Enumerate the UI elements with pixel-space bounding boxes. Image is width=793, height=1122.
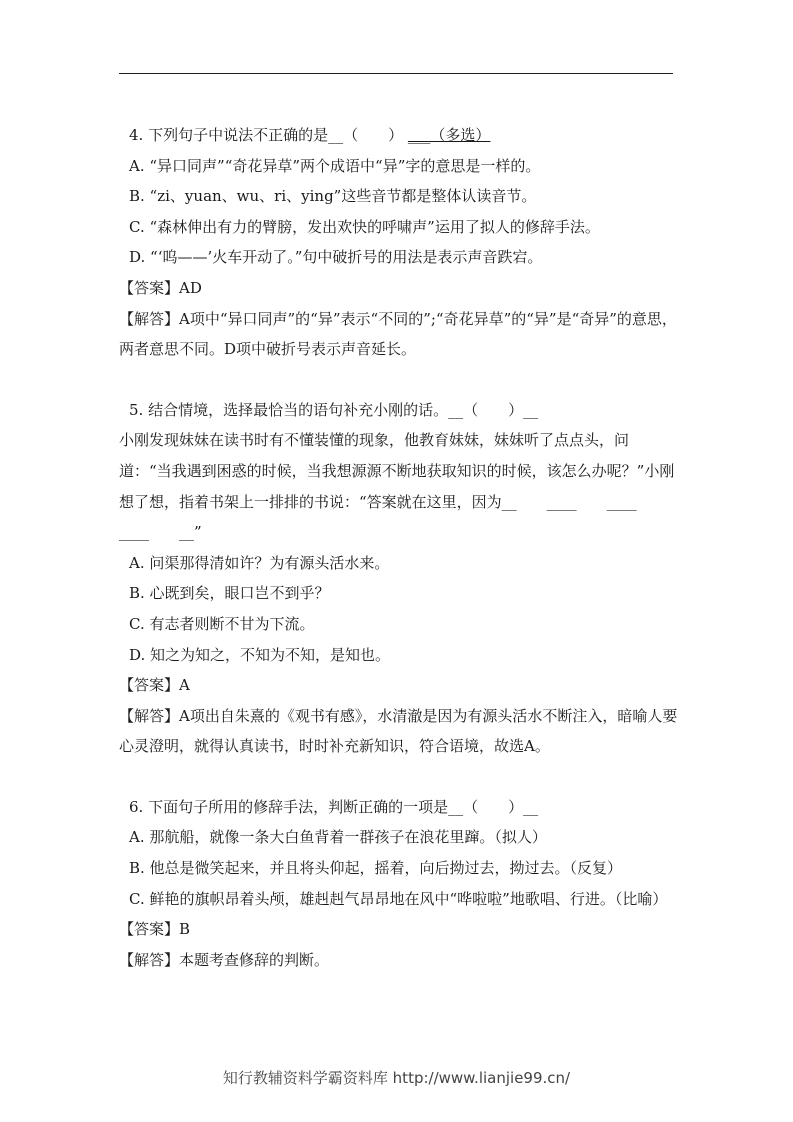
answer-value: AD: [179, 278, 202, 297]
document-body: [119, 120, 679, 975]
option-c: C. 有志者则断不甘为下流。: [129, 614, 315, 633]
explanation-label: 【解答】: [119, 950, 180, 969]
explanation: [119, 304, 679, 365]
option-a: A. 问渠那得清如许？为有源头活水来。: [129, 553, 390, 572]
question-number: 4.: [129, 126, 144, 144]
option-a: A. “异口同声”“奇花异草”两个成语中“异”字的意思是一样的。: [129, 156, 541, 175]
explanation: [119, 945, 679, 976]
answer-line: [119, 914, 679, 945]
option-c: C. “森林伸出有力的臂膀，发出欢快的呼啸声”运用了拟人的修辞手法。: [129, 217, 600, 236]
option-b: B. 他总是微笑起来，并且将头仰起，摇着，向后拗过去，拗过去。（反复）: [129, 859, 623, 878]
explanation-text: 本题考查修辞的判断。: [179, 950, 330, 969]
option-a: A. 那航船，就像一条大白鱼背着一群孩子在浪花里蹿。（拟人）: [129, 828, 547, 847]
question-stem: [119, 120, 679, 151]
question-stem: [119, 395, 679, 426]
question-number: 6.: [129, 797, 144, 816]
option-d: D. “‘呜——’火车开动了。”句中破折号的用法是表示声音跌宕。: [129, 248, 543, 267]
question-text: 下列句子中说法不正确的是: [148, 126, 329, 144]
header-rule: [119, 73, 673, 74]
question-5: [119, 395, 679, 762]
option-b: B. “zi、yuan、wu、ri、ying”这些音节都是整体认读音节。: [129, 187, 537, 206]
explanation-label: 【解答】: [119, 309, 180, 328]
explanation-text: A项出自朱熹的《观书有感》，水清澈是因为有源头活水不断注入，暗喻人要心灵澄明，就得认真读书，时时补充新知识，符合语境，故选A。: [119, 706, 678, 756]
answer-blank: __（ ）__: [448, 400, 539, 419]
question-text: 结合情境，选择最恰当的语句补充小刚的话。: [148, 400, 449, 419]
explanation: [119, 701, 679, 762]
question-text: 下面句子所用的修辞手法，判断正确的一项是: [148, 797, 449, 816]
explanation-text: A项中“异口同声”的“异”表示“不同的”;“奇花异草”的“异”是“奇异”的意思，两者意思不同。D项中破折号表示声音延长。: [119, 309, 677, 359]
answer-value: B: [179, 920, 191, 939]
answer-blank: __（ ）__: [448, 797, 539, 816]
question-6: [119, 792, 679, 976]
answer-label: 【答案】: [119, 278, 180, 297]
option-b: B. 心既到矣，眼口岂不到乎？: [129, 584, 330, 603]
question-context: 小刚发现妹妹在读书时有不懂装懂的现象，他教育妹妹，妹妹听了点点头，问道：“当我遇到困惑的时候，当我想源源不断地获取知识的时候，该怎么办呢？”小刚想了想，指着书架上一排排的书说：“答案就在这里，因为__ ____ ____ ____ __”: [119, 431, 675, 542]
option-d: D. 知之为知之，不知为不知，是知也。: [129, 645, 391, 664]
answer-blank: __（ ）: [328, 126, 404, 144]
question-note: ___（多选）: [407, 126, 491, 144]
answer-line: [119, 670, 679, 701]
question-stem: [119, 792, 679, 823]
option-c: C. 鲜艳的旗帜昂着头颅，雄赳赳气昂昂地在风中“哗啦啦”地歌唱、行进。（比喻）: [129, 889, 668, 908]
question-number: 5.: [129, 400, 144, 419]
answer-label: 【答案】: [119, 676, 180, 695]
answer-label: 【答案】: [119, 920, 180, 939]
answer-line: [119, 273, 679, 304]
page-footer: 知行教辅资料学霸资料库 http://www.lianjie99.cn/: [222, 1069, 571, 1087]
answer-value: A: [179, 676, 190, 695]
explanation-label: 【解答】: [119, 706, 180, 725]
question-4: [119, 120, 679, 365]
